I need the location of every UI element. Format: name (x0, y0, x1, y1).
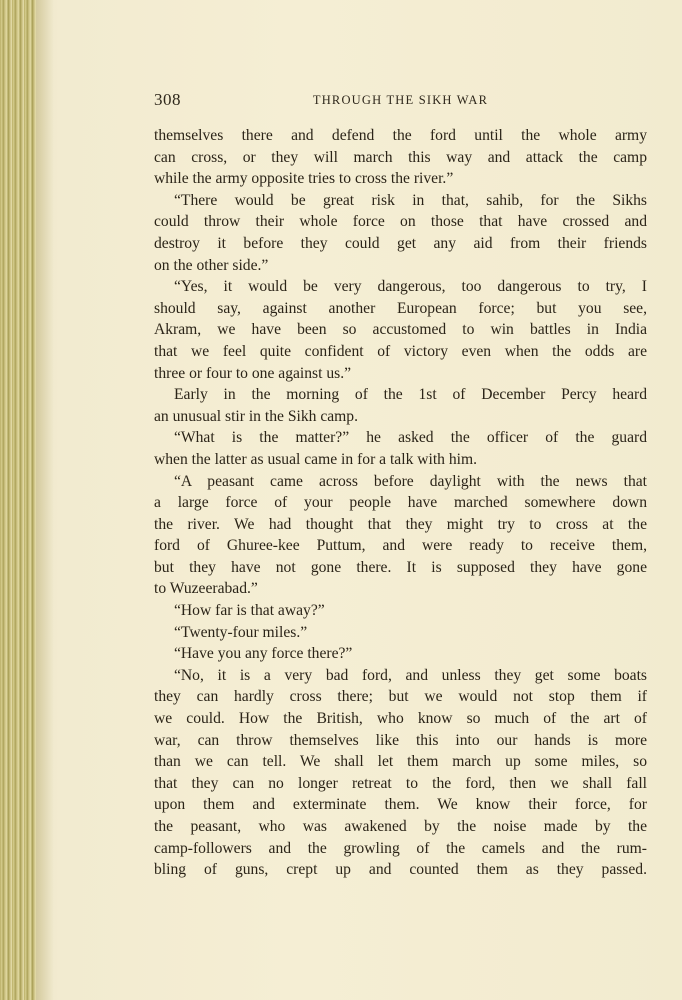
running-title: THROUGH THE SIKH WAR (312, 93, 489, 107)
text-line: “There would be great risk in that, sahib, for the Sikhs (174, 191, 647, 209)
text-line: we could. How the British, who know so much of the art of (154, 710, 647, 728)
text-line: camp-followers and the growling of the camels and the rum- (154, 839, 647, 857)
text-line: upon them and exterminate them. We know their force, for (154, 796, 647, 814)
text-line: Early in the morning of the 1st of December Percy heard (174, 386, 647, 404)
page-number: 308 (154, 90, 181, 109)
text-line: that we feel quite confident of victory even when the odds are (154, 342, 647, 360)
text-line: ford of Ghuree-kee Puttum, and were ready to receive them, (154, 537, 647, 555)
text-line: “Have you any force there?” (174, 645, 353, 663)
text-line: that they can no longer retreat to the ford, then we shall fall (154, 774, 647, 792)
text-line: “No, it is a very bad ford, and unless they get some boats (174, 666, 647, 684)
book-spine-edge (0, 0, 36, 1000)
text-line: but they have not gone there. It is supposed they have gone (154, 558, 647, 576)
text-line: “What is the matter?” he asked the officer of the guard (174, 429, 647, 447)
text-line: the river. We had thought that they might try to cross at the (154, 515, 647, 533)
text-line: can cross, or they will march this way and attack the camp (154, 148, 647, 166)
text-line: “Twenty-four miles.” (174, 623, 308, 641)
running-head (154, 90, 647, 114)
text-line: could throw their whole force on those that have crossed and (154, 213, 647, 231)
text-line: than we can tell. We shall let them march up some miles, so (154, 753, 647, 771)
text-line: a large force of your people have marched somewhere down (154, 494, 647, 512)
text-line: destroy it before they could get any aid from their friends (154, 234, 647, 252)
text-line: “How far is that away?” (174, 602, 325, 620)
text-line: they can hardly cross there; but we would not stop them if (154, 688, 647, 706)
text-line: when the latter as usual came in for a talk with him. (154, 450, 478, 468)
text-line: bling of guns, crept up and counted them as they passed. (154, 861, 647, 879)
text-line: to Wuzeerabad.” (154, 580, 258, 598)
text-line: while the army opposite tries to cross the river.” (154, 170, 454, 188)
body-text (154, 125, 647, 881)
text-line: the peasant, who was awakened by the noise made by the (154, 818, 647, 835)
text-line: Akram, we have been so accustomed to win battles in India (154, 321, 647, 339)
text-line: war, can throw themselves like this into our hands is more (154, 731, 647, 749)
text-line: on the other side.” (154, 256, 269, 274)
spine-shadow (36, 0, 54, 1000)
text-line: an unusual stir in the Sikh camp. (154, 407, 358, 425)
text-line: should say, against another European force; but you see, (154, 299, 647, 317)
text-line: “A peasant came across before daylight with the news that (174, 472, 647, 490)
text-line: three or four to one against us.” (154, 364, 352, 382)
text-line: “Yes, it would be very dangerous, too dangerous to try, I (174, 278, 647, 296)
text-line: themselves there and defend the ford until the whole army (154, 127, 647, 144)
